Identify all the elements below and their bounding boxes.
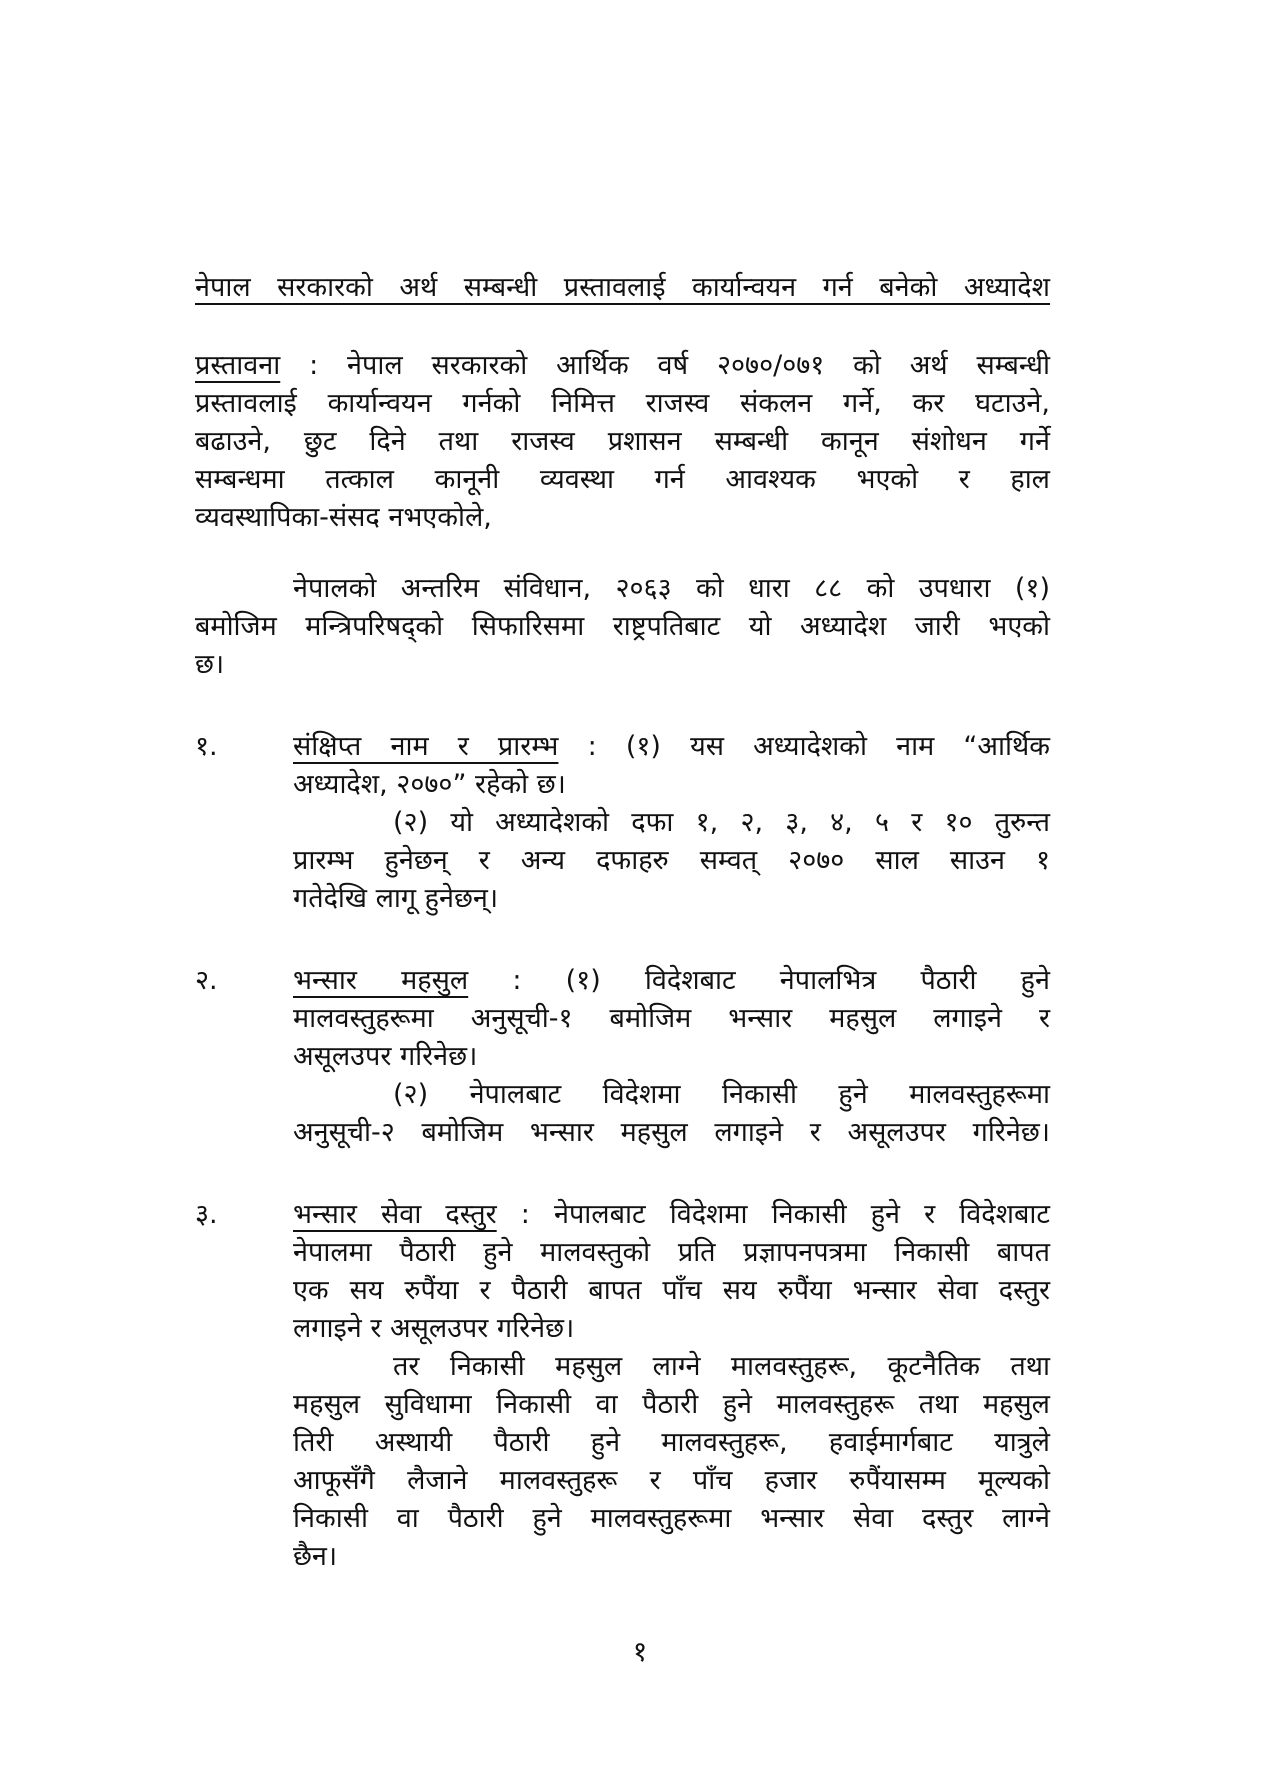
section-heading: भन्सार सेवा दस्तुर — [293, 1199, 497, 1230]
section-text: : (१) यस अध्यादेशको नाम “आर्थिक — [558, 731, 1050, 762]
page-number: १ — [632, 1635, 648, 1668]
section-number: २. — [195, 965, 218, 996]
section-heading: भन्सार महसुल — [293, 965, 469, 996]
section-line: प्रारम्भ हुनेछन् र अन्य दफाहरु सम्वत् २०७० साल साउन १ — [293, 845, 1050, 876]
enactment-line: बमोजिम मन्त्रिपरिषद्को सिफारिसमा राष्ट्रपतिबाट यो अध्यादेश जारी भएको — [195, 611, 1050, 642]
preamble-line-1 — [195, 347, 1050, 385]
preamble-text: : नेपाल सरकारको आर्थिक वर्ष २०७०/०७१ को अर्थ सम्बन्धी — [280, 350, 1050, 381]
section-line — [293, 728, 1050, 766]
enactment-line: छ। — [195, 649, 225, 680]
document-title: नेपाल सरकारको अर्थ सम्बन्धी प्रस्तावलाई कार्यान्वयन गर्न बनेको अध्यादेश — [195, 272, 1050, 303]
section-line: असूलउपर गरिनेछ। — [293, 1041, 478, 1072]
section-line: महसुल सुविधामा निकासी वा पैठारी हुने मालवस्तुहरू तथा महसुल — [293, 1389, 1050, 1420]
section-line — [293, 962, 1050, 1000]
section-line: अध्यादेश, २०७०” रहेको छ। — [293, 769, 566, 800]
section-1 — [293, 728, 1050, 918]
section-3 — [293, 1196, 1050, 1576]
section-2 — [293, 962, 1050, 1152]
preamble-line: व्यवस्थापिका-संसद नभएकोले, — [195, 502, 492, 533]
section-line — [293, 1196, 1050, 1234]
preamble-label: प्रस्तावना — [195, 350, 281, 381]
section-number: ३. — [195, 1199, 218, 1230]
section-line: अनुसूची-२ बमोजिम भन्सार महसुल लगाइने र असूलउपर गरिनेछ। — [293, 1117, 1050, 1148]
section-line: गतेदेखि लागू हुनेछन्। — [293, 883, 499, 914]
section-text: : (१) विदेशबाट नेपालभित्र पैठारी हुने — [468, 965, 1051, 996]
section-line: (२) यो अध्यादेशको दफा १, २, ३, ४, ५ र १० तुरुन्त — [393, 807, 1050, 838]
section-line: तर निकासी महसुल लाग्ने मालवस्तुहरू, कूटनैतिक तथा — [393, 1351, 1050, 1382]
section-number: १. — [195, 731, 218, 762]
preamble-line: बढाउने, छुट दिने तथा राजस्व प्रशासन सम्बन्धी कानून संशोधन गर्ने — [195, 426, 1050, 457]
section-line: (२) नेपालबाट विदेशमा निकासी हुने मालवस्तुहरूमा — [393, 1079, 1050, 1110]
section-line: नेपालमा पैठारी हुने मालवस्तुको प्रति प्रज्ञापनपत्रमा निकासी बापत — [293, 1237, 1050, 1268]
enactment-line: नेपालको अन्तरिम संविधान, २०६३ को धारा ८८ को उपधारा (१) — [293, 573, 1050, 604]
section-heading: संक्षिप्त नाम र प्रारम्भ — [293, 731, 559, 762]
section-line: लगाइने र असूलउपर गरिनेछ। — [293, 1313, 575, 1344]
section-line: निकासी वा पैठारी हुने मालवस्तुहरूमा भन्सार सेवा दस्तुर लाग्ने — [293, 1503, 1050, 1534]
enactment-clause — [195, 570, 1050, 684]
section-line: एक सय रुपैंया र पैठारी बापत पाँच सय रुपैंया भन्सार सेवा दस्तुर — [293, 1275, 1050, 1306]
section-text: : नेपालबाट विदेशमा निकासी हुने र विदेशबाट — [496, 1199, 1050, 1230]
preamble-line: सम्बन्धमा तत्काल कानूनी व्यवस्था गर्न आवश्यक भएको र हाल — [195, 464, 1050, 495]
section-line: छैन। — [293, 1541, 338, 1572]
preamble — [195, 347, 1050, 537]
section-line: मालवस्तुहरूमा अनुसूची-१ बमोजिम भन्सार महसुल लगाइने र — [293, 1003, 1050, 1034]
section-line: आफूसँगै लैजाने मालवस्तुहरू र पाँच हजार रुपैंयासम्म मूल्यको — [293, 1465, 1050, 1496]
preamble-line: प्रस्तावलाई कार्यान्वयन गर्नको निमित्त राजस्व संकलन गर्ने, कर घटाउने, — [195, 388, 1050, 419]
section-line: तिरी अस्थायी पैठारी हुने मालवस्तुहरू, हवाईमार्गबाट यात्रुले — [293, 1427, 1050, 1458]
